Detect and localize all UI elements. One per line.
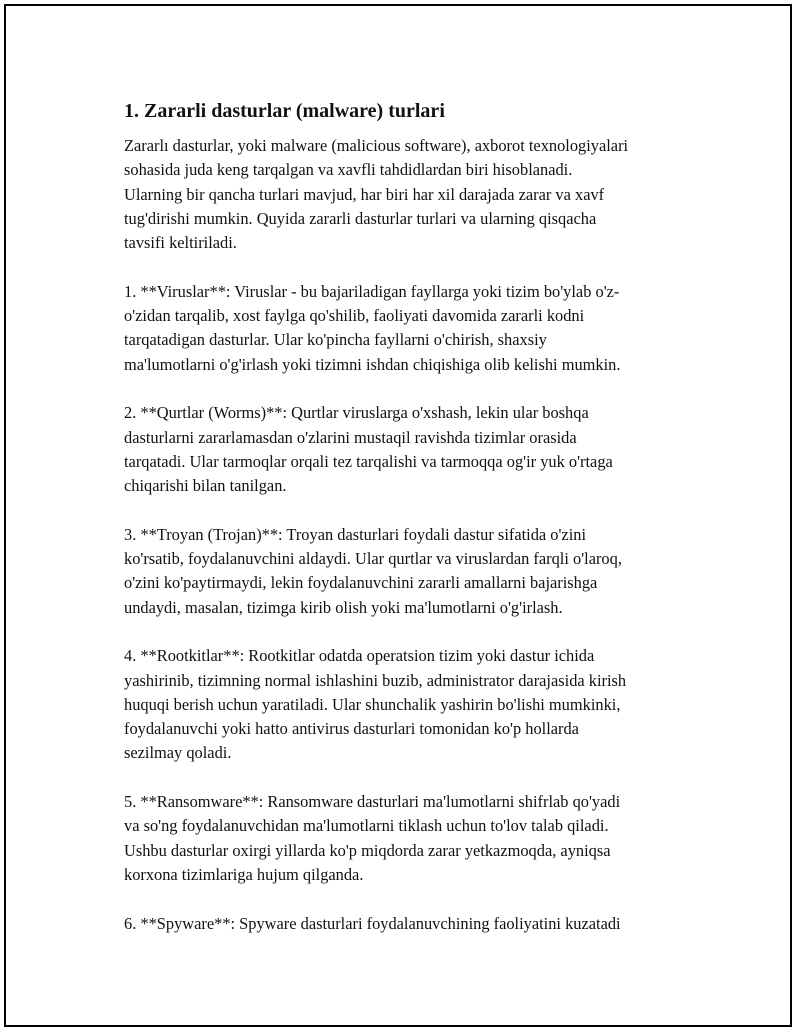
document-body <box>124 98 704 936</box>
text-line: korxona tizimlariga hujum qilganda. <box>124 864 364 884</box>
text-line: foydalanuvchi yoki hatto antivirus dasturlari tomonidan ko'p hollarda <box>124 719 579 739</box>
paragraph <box>124 790 704 887</box>
paragraph <box>124 644 704 765</box>
text-line: huquqi berish uchun yaratiladi. Ular shunchalik yashirin bo'lishi mumkinki, <box>124 694 621 714</box>
text-line: sohasida juda keng tarqalgan va xavfli tahdidlardan biri hisoblanadi. <box>124 160 573 180</box>
text-line: 1. **Viruslar**: Viruslar - bu bajariladigan fayllarga yoki tizim bo'ylab o'z- <box>124 281 620 301</box>
text-line: 4. **Rootkitlar**: Rootkitlar odatda operatsion tizim yoki dastur ichida <box>124 646 595 666</box>
text-line: Ushbu dasturlar oxirgi yillarda ko'p miqdorda zarar yetkazmoqda, ayniqsa <box>124 840 611 860</box>
text-line: Ularning bir qancha turlari mavjud, har biri har xil darajada zarar va xavf <box>124 184 605 204</box>
text-line: 5. **Ransomware**: Ransomware dasturlari ma'lumotlarni shifrlab qo'yadi <box>124 792 621 812</box>
text-line: ko'rsatib, foydalanuvchini aldaydi. Ular qurtlar va viruslardan farqli o'laroq, <box>124 549 622 569</box>
text-line: undaydi, masalan, tizimga kirib olish yoki ma'lumotlarni o'g'irlash. <box>124 597 563 617</box>
paragraph <box>124 523 704 620</box>
text-line: ma'lumotlarni o'g'irlash yoki tizimni ishdan chiqishiga olib kelishi mumkin. <box>124 354 621 374</box>
document-title: 1. Zararli dasturlar (malware) turlari <box>124 100 445 122</box>
text-line: chiqarishi bilan tanilgan. <box>124 476 287 496</box>
paragraph <box>124 401 704 498</box>
paragraph <box>124 134 704 255</box>
text-line: sezilmay qoladi. <box>124 743 232 763</box>
paragraph <box>124 280 704 377</box>
text-line: va so'ng foydalanuvchidan ma'lumotlarni tiklash uchun to'lov talab qiladi. <box>124 816 609 836</box>
text-line: o'zini ko'paytirmaydi, lekin foydalanuvchini zararli amallarni bajarishga <box>124 573 598 593</box>
text-line: Zararlı dasturlar, yoki malware (malicious software), axborot texnologiyalari <box>124 136 629 155</box>
page-frame <box>4 4 792 1027</box>
paragraph <box>124 912 704 936</box>
paragraph-list <box>124 134 704 936</box>
text-line: o'zidan tarqalib, xost faylga qo'shilib, faoliyati davomida zararli kodni <box>124 306 585 326</box>
text-line: dasturlarni zararlamasdan o'zlarini mustaqil ravishda tizimlar orasida <box>124 427 577 447</box>
text-line: 2. **Qurtlar (Worms)**: Qurtlar viruslarga o'xshash, lekin ular boshqa <box>124 403 589 423</box>
text-line: tavsifi keltiriladi. <box>124 233 237 253</box>
text-line: tug'dirishi mumkin. Quyida zararli dasturlar turlari va ularning qisqacha <box>124 208 597 228</box>
text-line: 3. **Troyan (Trojan)**: Troyan dasturlari foydali dastur sifatida o'zini <box>124 524 587 544</box>
text-line: tarqatadigan dasturlar. Ular ko'pincha fayllarni o'chirish, shaxsiy <box>124 330 547 350</box>
text-line: yashirinib, tizimning normal ishlashini buzib, administrator darajasida kirish <box>124 670 627 690</box>
text-line: 6. **Spyware**: Spyware dasturlari foydalanuvchining faoliyatini kuzatadi <box>124 913 621 933</box>
text-line: tarqatadi. Ular tarmoqlar orqali tez tarqalishi va tarmoqqa og'ir yuk o'rtaga <box>124 451 613 471</box>
